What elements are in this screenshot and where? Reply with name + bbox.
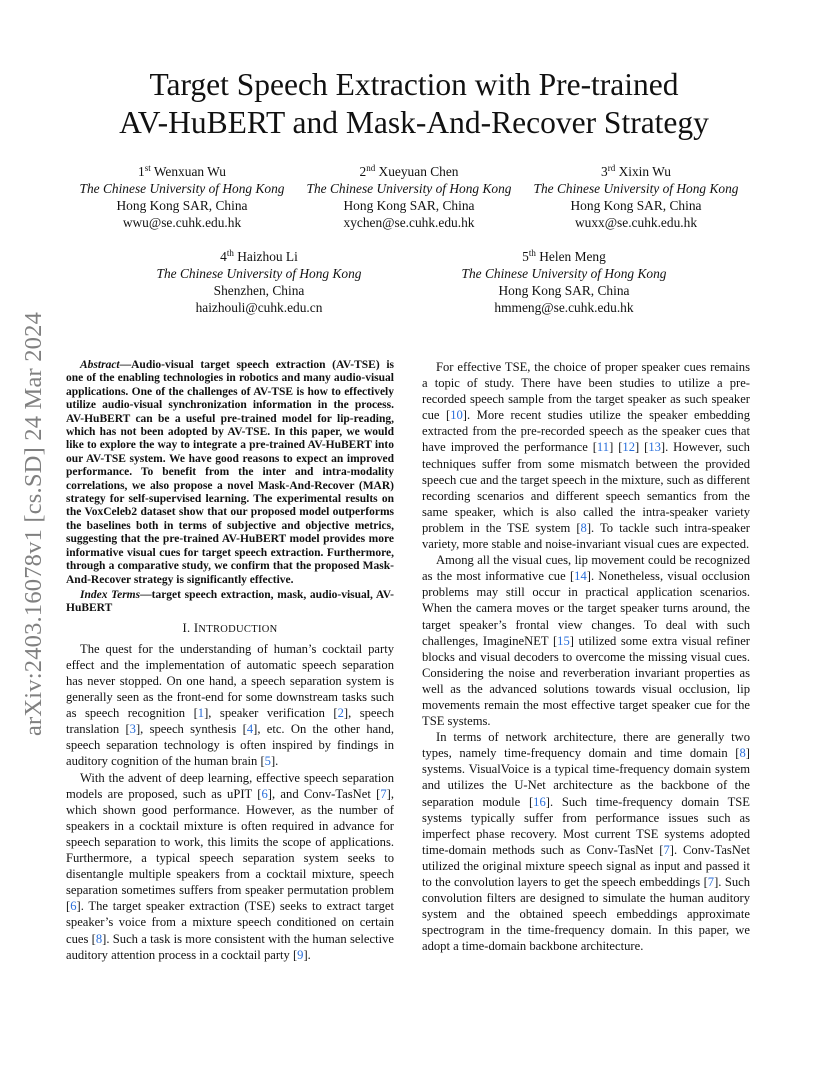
index-terms (66, 589, 394, 616)
body-text: . Such a task is more consistent with the human selective auditory attention process in a cocktail party (66, 931, 394, 962)
body-text: . The target speaker extraction (TSE) seeks to extract target speaker’s voice from a mixture speech conditioned on certain cues (66, 899, 394, 946)
citation-link[interactable]: 12 (622, 440, 635, 455)
citation-link[interactable]: 8 (95, 931, 103, 946)
body-text: . To tackle such intra-speaker variety, more stable and noise-invariant visual cues are expected. (422, 520, 750, 552)
body-paragraph: For effective TSE, the choice of proper speaker cues remains a topic of study. There have been studies to utilize a pre-recorded speech sample from the target speaker as such speaker cue [10]. More recent studies utilize the speaker embedding extracted from the pre-recorded speech as the speaker cues that have improved the performance [11] [12] [13]. However, such techniques suffer from some mismatch between the provided speech cue and the target speech in the mixture, such as different recording scenarios and different speech semantics from the same speaker, which is also called the intra-speaker variety problem in the TSE system [8]. To tackle such intra-speaker variety, more stable and noise-invariant visual cues are expected. (422, 360, 751, 552)
body-text: . (275, 754, 279, 769)
body-text: . Nonetheless, visual occlusion problems may still occur in practical application scenarios. When the camera moves or the target speaker turns around, the target speaker’s frontal view changes. To deal with such challenges, ImagineNET (422, 569, 750, 648)
citation-link[interactable]: 4 (246, 722, 254, 737)
citation-link[interactable]: 6 (70, 899, 77, 914)
citation-link[interactable]: 5 (264, 754, 271, 769)
arxiv-id: arXiv:2403.16078v1 [cs.SD] 24 Mar 2024 (20, 311, 47, 737)
arxiv-sidebar (20, 288, 48, 760)
author-name: 5th Helen Meng (522, 248, 606, 264)
body-text: . However, such techniques suffer from some mismatch between the provided speech cue and the target speech in the mixture, such as different recording scenarios and different speech semantics from the same speaker, which is also called the intra-speaker variety problem in the TSE system (422, 440, 750, 535)
citation-link[interactable]: 2 (337, 706, 344, 721)
citation-link[interactable]: 16 (533, 794, 546, 809)
left-body (66, 641, 394, 963)
body-text: . Such convolution filters are designed to simulate the human auditory system and the obtained speech embeddings approximate spectrogram in the time-frequency domain. In this paper, we adopt a time-domain backbone architecture. (422, 875, 751, 954)
body-text: utilized some extra visual refiner blocks and visual decoders to overcome the missing visual cues. Considering the noise and reverberation invariant properties as well as the advanced solutions towards visual occlusion, lip movements remain the most effective target speaker cue for the TSE systems. (422, 633, 751, 729)
body-paragraph: In terms of network architecture, there are generally two types, namely time-frequency domain and time domain [8] systems. VisualVoice is a typical time-frequency domain system and utilizes the U-Net architecture as the backbone of the separation module [16]. Such time-frequency domain TSE systems typically suffer from performance issues such as imperfect phase recovery. Most current TSE systems adopted time-domain methods such as Conv-TasNet [7]. Conv-TasNet utilized the original mixture speech signal as input and passed it to the convolution layers to get the speech embeddings [7]. Such convolution filters are designed to simulate the human auditory system and the obtained speech embeddings approximate spectrogram in the time-frequency domain. In this paper, we adopt a time-domain backbone architecture. (422, 730, 751, 954)
abstract-label: Abstract (80, 359, 120, 371)
author-location: Hong Kong SAR, China (498, 283, 630, 298)
author-location: Shenzhen, China (213, 283, 305, 298)
citation-link[interactable]: 7 (663, 842, 670, 857)
body-text: . (307, 947, 311, 962)
author-location: Hong Kong SAR, China (116, 198, 248, 213)
right-body (422, 359, 750, 954)
author-4 (149, 248, 369, 316)
author-affiliation: The Chinese University of Hong Kong (461, 266, 667, 281)
body-text: For effective TSE, the choice of proper speaker cues remains a topic of study. There have been studies to utilize a pre-recorded speech sample from the target speaker as such speaker cue (422, 360, 750, 423)
body-paragraph: With the advent of deep learning, effective speech separation models are proposed, such as uPIT [6], and Conv-TasNet [7], which shown good performance. However, as the number of speakers in a cocktail mixture is often required in advance for speech separation to work, this limits the scope of applications. Furthermore, a typical speech separation system seeks to disentangle multiple speakers from a cocktail mixture, speech separation sometimes suffers from speaker permutation problem [6]. The target speaker extraction (TSE) seeks to extract target speaker’s voice from a mixture speech conditioned on certain cues [8]. Such a task is more consistent with the human selective auditory attention process in a cocktail party [9]. (66, 770, 395, 962)
citation-link[interactable]: 8 (739, 746, 746, 761)
citation-link[interactable]: 8 (580, 520, 587, 535)
author-affiliation: The Chinese University of Hong Kong (533, 181, 739, 196)
title-line-2: AV-HuBERT and Mask-And-Recover Strategy (119, 105, 709, 140)
body-text: Among all the visual cues, lip movement could be recognized as the most informative cue (422, 553, 750, 584)
body-text: , speech translation (66, 706, 394, 737)
author-location: Hong Kong SAR, China (570, 198, 702, 213)
left-column (66, 359, 394, 963)
author-affiliation: The Chinese University of Hong Kong (156, 266, 362, 281)
body-text: . Such time-frequency domain TSE systems typically suffer from performance issues such as imperfect phase recovery. Most current TSE systems adopted time-domain methods such as Conv-TasNet (422, 794, 750, 857)
abstract (66, 359, 394, 587)
body-text: , speaker verification (208, 706, 334, 721)
abstract-text: —Audio-visual target speech extraction (AV-TSE) is one of the enabling technologies in robotics and many audio-visual applications. One of the challenges of AV-TSE is how to effectively utilize audio-visual synchronization information in the process. AV-HuBERT can be a useful pre-trained model for lip-reading, which has not been adopted by AV-TSE. In this paper, we would like to explore the way to integrate a pre-trained AV-HuBERT into our AV-TSE system. We have good reasons to expect an improved performance. To benefit from the inter and intra-modality correlations, we also propose a novel Mask-And-Recover (MAR) strategy for self-supervised learning. The experimental results on the VoxCeleb2 dataset show that our proposed model outperforms the baselines both in terms of subjective and objective metrics, suggesting that the pre-trained AV-HuBERT model provides more informative visual cues for target speech extraction. Furthermore, through a comparative study, we confirm that the proposed Mask-And-Recover strategy is significantly effective. (66, 359, 394, 586)
author-3 (526, 163, 746, 231)
body-text: systems. VisualVoice is a typical time-frequency domain system and utilizes the U-Net architecture as the backbone of the separation module (422, 762, 750, 809)
citation-link[interactable]: 13 (648, 440, 661, 455)
body-text: , which shown good performance. However, as the number of speakers in a cocktail mixture is often required in advance for speech separation to work, this limits the scope of applications. Furthermore, a typical speech separation system seeks to disentangle multiple speakers from a cocktail mixture, speech separation sometimes suffers from speaker permutation problem (66, 786, 395, 898)
author-name: 1st Wenxuan Wu (138, 163, 226, 179)
body-text: . Conv-TasNet utilized the original mixture speech signal as input and passed it to the convolution layers to get the speech embeddings (422, 842, 750, 889)
title-line-1: Target Speech Extraction with Pre-trained (149, 67, 679, 102)
body-text: , etc. On the other hand, speech separation technology is often inspired by findings in auditory cognition of the human brain (66, 722, 394, 769)
index-terms-label: Index Terms (80, 588, 141, 601)
citation-link[interactable]: 3 (129, 722, 136, 737)
citation-link[interactable]: 9 (297, 947, 304, 962)
citation-link[interactable]: 7 (380, 786, 387, 801)
author-affiliation: The Chinese University of Hong Kong (79, 181, 285, 196)
body-text: With the advent of deep learning, effective speech separation models are proposed, such as uPIT (66, 770, 394, 801)
index-terms-text: —target speech extraction, mask, audio-visual, AV-HuBERT (66, 588, 394, 615)
body-text: The quest for the understanding of human’s cocktail party effect and the implementation of automatic speech separation has never stopped. On one hand, a speech separation system is generally seen as the front-end for some downstream tasks such as speech recognition (66, 641, 394, 721)
citation-link[interactable]: 10 (450, 408, 463, 423)
citation-link[interactable]: 1 (197, 706, 205, 721)
author-2 (299, 163, 519, 231)
author-email: wwu@se.cuhk.edu.hk (122, 215, 242, 230)
body-text: , and Conv-TasNet (272, 786, 377, 801)
author-location: Hong Kong SAR, China (343, 198, 475, 213)
citation-link[interactable]: 7 (707, 875, 715, 889)
author-name: 2nd Xueyuan Chen (359, 163, 459, 179)
section-heading-introduction: I. INTRODUCTION (182, 620, 278, 635)
author-1 (72, 163, 292, 231)
author-name: 4th Haizhou Li (220, 248, 298, 264)
body-text: . More recent studies utilize the speaker embedding extracted from the pre-recorded speech as the speaker cues that have improved the performance (422, 408, 751, 455)
citation-link[interactable]: 15 (557, 633, 570, 648)
author-5 (454, 248, 674, 316)
citation-link[interactable]: 6 (261, 786, 268, 801)
body-paragraph: Among all the visual cues, lip movement could be recognized as the most informative cue [14]. Nonetheless, visual occlusion problems may still occur in practical application scenarios. When the camera moves or the target speaker turns around, the target speaker’s frontal view changes. To deal with such challenges, ImagineNET [15] utilized some extra visual refiner blocks and visual decoders to overcome the missing visual cues. Considering the noise and reverberation invariant properties as well as the advanced solutions towards visual occlusion, lip movements remain the most effective target speaker cue for the TSE systems. (422, 553, 751, 729)
author-email: wuxx@se.cuhk.edu.hk (574, 215, 698, 230)
author-email: hmmeng@se.cuhk.edu.hk (494, 300, 634, 315)
author-email: haizhouli@cuhk.edu.cn (195, 300, 323, 315)
citation-link[interactable]: 14 (574, 569, 587, 584)
body-paragraph: The quest for the understanding of human’s cocktail party effect and the implementation of automatic speech separation has never stopped. On one hand, a speech separation system is generally seen as the front-end for some downstream tasks such as speech recognition [1], speaker verification [2], speech translation [3], speech synthesis [4], etc. On the other hand, speech separation technology is often inspired by findings in auditory cognition of the human brain [5]. (66, 641, 394, 769)
body-text: In terms of network architecture, there are generally two types, namely time-frequency domain and time domain (422, 730, 750, 761)
citation-link[interactable]: 11 (596, 440, 610, 455)
author-name: 3rd Xixin Wu (601, 163, 671, 179)
body-text: , speech synthesis (140, 722, 243, 737)
right-column (422, 359, 750, 954)
paper-title (60, 66, 768, 142)
body-text (613, 440, 618, 454)
author-email: xychen@se.cuhk.edu.hk (343, 215, 475, 230)
author-affiliation: The Chinese University of Hong Kong (306, 181, 512, 196)
body-text (639, 440, 644, 454)
